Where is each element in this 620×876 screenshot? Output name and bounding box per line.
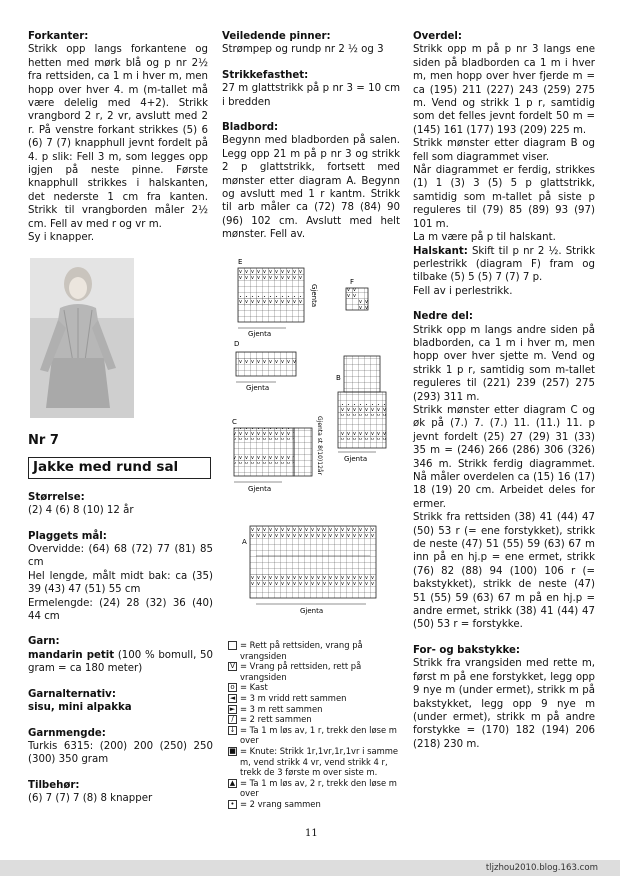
yarn-amount-heading: Garnmengde: bbox=[28, 727, 106, 739]
legend-text: = 2 vrang sammen bbox=[240, 798, 321, 809]
girl-photo bbox=[30, 258, 134, 418]
lower-part-text-3: Strikk fra rettsiden (38) 41 (44) 47 (50) 53 r (= ene forstykket), strikk de neste (47) 51 (55) 59 (63) 67 m inn på en hj.p = ene ermet, strikk (76) 82 (88) 94 (100) 106 r (= bakstykket), strikk de neste (47) 51 (55) 59 (63) 67 m på en hj.p = andre ermet, strikk (38) 41 (44) 47 (50) 53 r = forstykke. bbox=[413, 512, 595, 631]
chart-b-repeat: Gjenta bbox=[344, 455, 368, 463]
neckband-text bbox=[413, 245, 595, 285]
legend-text: = 3 m vridd rett sammen bbox=[240, 692, 347, 703]
chart-c bbox=[232, 416, 323, 493]
chart-c-repeat: Gjenta bbox=[248, 485, 272, 493]
yarn-alt-text: sisu, mini alpakka bbox=[28, 702, 132, 714]
chart-a bbox=[242, 526, 376, 615]
yarn-heading: Garn: bbox=[28, 636, 60, 648]
needles-text: Strømpep og rundp nr 2 ½ og 3 bbox=[222, 44, 384, 56]
size-heading: Størrelse: bbox=[28, 491, 85, 503]
pattern-number: Nr 7 bbox=[28, 433, 59, 448]
chart-legend bbox=[228, 640, 410, 810]
chart-a-repeat: Gjenta bbox=[300, 607, 324, 615]
upper-part-heading: Overdel: bbox=[413, 31, 463, 42]
chart-d-repeat: Gjenta bbox=[246, 384, 270, 392]
chart-e-repeat-v: Gjenta bbox=[310, 284, 318, 308]
measurements-chest: Overvidde: (64) 68 (72) 77 (81) 85 cm bbox=[28, 544, 213, 569]
neckband-detail: Skift til p nr 2 ½. Strikk perlestrikk (diagram F) fram og tilbake (5) 5 (5) 7 (7) 7 p. bbox=[413, 245, 595, 284]
yarn-text bbox=[28, 649, 213, 676]
legend-text: = 2 rett sammen bbox=[240, 714, 312, 725]
neckband-text-2: Fell av i perlestrikk. bbox=[413, 285, 513, 297]
legend-text: = Kast bbox=[240, 682, 268, 693]
gauge-text: 27 m glattstrikk på p nr 3 = 10 cm i bredden bbox=[222, 83, 400, 108]
chart-c-repeat-size: Gjenta st 8(10)12år bbox=[316, 416, 323, 476]
chart-c-label: C bbox=[232, 418, 237, 426]
legend-symbol: / bbox=[228, 715, 237, 724]
leaf-border-heading: Bladbord: bbox=[222, 122, 279, 134]
pattern-title: Jakke med rund sal bbox=[28, 457, 211, 478]
upper-part-text-4: La m være på p til halskant. bbox=[413, 232, 556, 244]
legend-text: = Knute: Strikk 1r,1vr,1r,1vr i samme m, vend strikk 4 vr, vend strikk 4 r, trekk de 3 første m over siste m. bbox=[240, 745, 399, 778]
chart-e bbox=[238, 258, 318, 338]
legend-symbol bbox=[228, 641, 237, 650]
legend-row bbox=[228, 682, 410, 693]
legend-symbol: o bbox=[228, 683, 237, 692]
forkanter-heading: Forkanter: bbox=[28, 31, 89, 42]
column-2 bbox=[222, 30, 400, 242]
front-back-heading: For- og bakstykke: bbox=[413, 644, 520, 656]
legend-symbol: ↓ bbox=[229, 725, 236, 734]
front-back-text: Strikk fra vrangsiden med rette m, først m på ene forstykket, legg opp 9 nye m (under ermet), strikk m på bakstykket, legg opp 9 nye m (under ermet), strikk m på andre forstykke = (170) 182 (194) 206 (218) 230 m. bbox=[413, 658, 595, 750]
legend-text: = Ta 1 m løs av, 2 r, trekk den løse m over bbox=[240, 777, 397, 799]
page-number: 11 bbox=[305, 828, 318, 839]
legend-row bbox=[228, 799, 410, 810]
legend-text: = Vrang på rettsiden, rett på vrangsiden bbox=[240, 661, 362, 682]
pattern-header bbox=[28, 434, 213, 806]
chart-f-label: F bbox=[350, 278, 355, 286]
yarn-name: mandarin petit bbox=[28, 649, 115, 661]
measurements-sleeve: Ermelengde: (24) 28 (32) 36 (40) 44 cm bbox=[28, 597, 213, 623]
neckband-label: Halskant: bbox=[413, 245, 468, 257]
measurements-heading: Plaggets mål: bbox=[28, 530, 107, 542]
chart-b bbox=[336, 356, 386, 463]
accessories-heading: Tilbehør: bbox=[28, 779, 80, 791]
column-3 bbox=[413, 30, 595, 751]
legend-row bbox=[228, 746, 410, 778]
yarn-amount-text: Turkis 6315: (200) 200 (250) 250 (300) 350 gram bbox=[28, 740, 213, 766]
leaf-border-text: Begynn med bladborden på salen. Legg opp 21 m på p nr 3 og strikk 2 p glattstrikk, fortsett med mønster etter diagram A. Begynn og avslutt med 1 r kantm. Strikk til arb måler ca (72) 78 (84) 90 (96) 102 cm. Avslutt med helt mønster. Fell av. bbox=[222, 135, 400, 241]
legend-row bbox=[228, 778, 410, 799]
lower-part-text: Strikk opp m langs andre siden på bladborden, ca 1 m i hver m, men hopp over hver sjette m. Vend og strikk 1 p r, samtidig som m-tallet reguleres til (221) 239 (257) 275 (293) 311 m. bbox=[413, 324, 595, 403]
legend-row bbox=[228, 714, 410, 725]
gauge-heading: Strikkefasthet: bbox=[222, 69, 309, 81]
yarn-detail: (100 % bomull, 50 gram = ca 180 meter) bbox=[28, 649, 213, 675]
upper-part-text-2: Strikk mønster etter diagram B og fell som diagrammet viser. bbox=[413, 138, 595, 163]
chart-e-repeat: Gjenta bbox=[248, 330, 272, 338]
legend-symbol: ■ bbox=[229, 746, 236, 755]
chart-d bbox=[234, 340, 296, 392]
legend-symbol: ▲ bbox=[229, 778, 236, 787]
legend-symbol: V bbox=[228, 662, 237, 671]
footer-url: tljzhou2010.blog.163.com bbox=[0, 860, 620, 876]
chart-f bbox=[346, 278, 368, 310]
column-1 bbox=[28, 30, 208, 245]
legend-row bbox=[228, 693, 410, 704]
legend-text: = Rett på rettsiden, vrang på vrangsiden bbox=[240, 640, 363, 661]
legend-text: = 3 m rett sammen bbox=[240, 703, 323, 714]
legend-symbol: • bbox=[228, 800, 237, 809]
legend-row bbox=[228, 725, 410, 746]
upper-part-text: Strikk opp m på p nr 3 langs ene siden på bladborden ca 1 m i hver m, men hopp over hver fjerde m = ca (195) 211 (227) 243 (259) 275 m. Vend og strikk 1 p r, samtidig som det felles jevnt fordelt 50 m = (145) 161 (177) 193 (209) 225 m. bbox=[413, 44, 595, 136]
size-text: (2) 4 (6) 8 (10) 12 år bbox=[28, 505, 134, 517]
yarn-alt-heading: Garnalternativ: bbox=[28, 688, 116, 700]
knitting-charts bbox=[226, 256, 401, 636]
legend-symbol: ► bbox=[229, 704, 236, 713]
lower-part-text-2: Strikk mønster etter diagram C og øk på (7.) 7. (7.) 11. (11.) 11. p jevnt fordelt (25) 27 (29) 31 (33) 35 m = (246) 266 (286) 306 (326) 346 m. Strikk ferdig diagrammet. Nå måler overdelen ca (15) 16 (17) 18 (19) 20 cm. Arbeidet deles for ermer. bbox=[413, 404, 595, 510]
legend-row bbox=[228, 704, 410, 715]
accessories-text: (6) 7 (7) 7 (8) 8 knapper bbox=[28, 793, 153, 805]
forkanter-text: Strikk opp langs forkantene og hetten med mørk blå og p nr 2½ fra rettsiden, ca 1 m i hver m, men hopp over hver 4. m (m-tallet må være delelig med 4+2). Strikk vrangbord 2 r, 2 vr, avslutt med 2 r. På venstre forkant strikkes (5) 6 (6) 7 (7) knapphull jevnt fordelt på 4. p slik: Fell 3 m, som legges opp igjen på neste pinne. Første knapphull strikkes i halskanten, det nederste 1 cm fra kanten. Strikk til vrangborden måler 2½ cm. Fell av med r og vr m. bbox=[28, 44, 208, 230]
forkanter-end: Sy i knapper. bbox=[28, 232, 95, 244]
chart-e-label: E bbox=[238, 258, 243, 266]
legend-row bbox=[228, 640, 410, 661]
upper-part-text-3: Når diagrammet er ferdig, strikkes (1) 1 (3) 3 (5) 5 p glattstrikk, samtidig som m-tallet på siste p reguleres til (79) 85 (89) 93 (97) 101 m. bbox=[413, 165, 595, 230]
lower-part-heading: Nedre del: bbox=[413, 311, 473, 323]
measurements-length: Hel lengde, målt midt bak: ca (35) 39 (43) 47 (51) 55 cm bbox=[28, 570, 213, 596]
chart-a-label: A bbox=[242, 538, 247, 546]
legend-symbol: ◄ bbox=[229, 693, 236, 702]
legend-text: = Ta 1 m løs av, 1 r, trekk den løse m over bbox=[240, 724, 397, 746]
legend-row bbox=[228, 661, 410, 682]
chart-d-label: D bbox=[234, 340, 240, 348]
needles-heading: Veiledende pinner: bbox=[222, 31, 331, 42]
chart-b-label: B bbox=[336, 374, 341, 382]
